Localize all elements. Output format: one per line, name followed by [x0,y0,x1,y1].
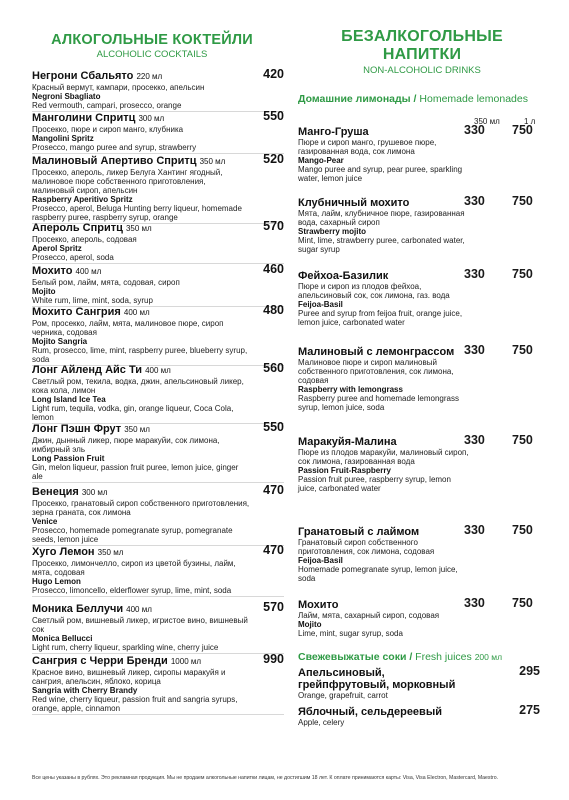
cocktail-description-en: Light rum, cherry liqueur, sparkling wine, cherry juice [32,643,219,652]
cocktail-name: Мохито [32,265,73,277]
cocktail-description-ru: Светлый ром, вишневый ликер, игристое вино, вишневый сок [32,616,248,634]
cocktail-price: 550 [263,420,284,434]
lemonade-description-ru: Пюре из плодов маракуйи, малиновый сироп, сок лимона, газированная вода [298,448,469,466]
lemonade-price-1l: 750 [512,596,533,610]
cocktail-item [32,219,284,262]
cocktail-description-ru: Просекко, апероль, ликер Белуга Хантинг ягодный, малиновое пюре собственного приготовления, малиновый сироп, апельсин [32,168,223,195]
cocktail-name-line [32,67,284,83]
cocktail-name-en: Raspberry Aperitivo Spritz [32,195,133,204]
lemonade-description-en: Lime, mint, sugar syrup, soda [298,629,403,638]
lemonade-description-ru: Лайм, мята, сахарный сироп, содовая [298,611,440,620]
cocktail-item [32,109,284,152]
juice-price: 275 [519,703,540,717]
cocktail-name: Мохито Сангрия [32,306,121,318]
lemonade-item [298,267,548,327]
cocktail-price: 460 [263,262,284,276]
lemonade-name-en: Mojito [298,620,322,629]
cocktail-item [32,543,284,595]
cocktail-name-line [32,262,284,278]
lemonades-heading-en: Homemade lemonades [419,93,528,105]
cocktail-volume: 350 мл [97,548,124,557]
cocktail-price: 420 [263,67,284,81]
cocktail-volume: 400 мл [126,605,152,614]
cocktail-description-en: Prosecco, homemade pomegranate syrup, pomegranate seeds, lemon juice [32,526,233,544]
lemonade-name-en: Strawberry mojito [298,227,367,236]
juice-name: Яблочный, сельдереевый [298,706,442,718]
cocktail-name-line [32,109,284,125]
cocktail-description-en: Prosecco, aperol, soda [32,253,114,262]
divider [32,263,284,264]
cocktail-name-line [32,652,284,668]
cocktail-volume: 400 мл [145,366,171,375]
cocktail-volume: 350 мл [199,157,226,166]
cocktail-name-line [32,483,284,499]
cocktail-price: 520 [263,152,284,166]
juices-heading-volume: 200 мл [474,652,503,662]
cocktail-description-en: Gin, melon liqueur, passion fruit puree, lemon juice, ginger ale [32,463,239,481]
lemonade-price-350ml: 330 [464,433,485,447]
cocktail-item [32,483,284,544]
cocktail-name-en: Monica Bellucci [32,634,93,643]
lemonade-price-1l: 750 [512,523,533,537]
lemonade-description-ru: Мята, лайм, клубничное пюре, газированная вода, сахарный сироп [298,209,465,227]
lemonade-name: Гранатовый с лаймом [298,526,420,538]
cocktail-item [32,262,284,305]
cocktail-volume: 350 мл [125,224,152,233]
juices-heading-en: Fresh juices [415,651,472,663]
cocktail-description-ru: Светлый ром, текила, водка, джин, апельсиновый ликер, кока кола, лимон [32,377,244,395]
lemonade-item [298,123,548,183]
cocktail-name: Негрони Сбальято [32,70,134,82]
nonalcoholic-title-line1: БЕЗАЛКОГОЛЬНЫЕ [341,28,503,45]
cocktail-name: Апероль Спритц [32,222,123,234]
lemonade-description-en: Mint, lime, strawberry puree, carbonated water, sugar syrup [298,236,465,254]
cocktail-price: 480 [263,303,284,317]
cocktail-name: Венеция [32,486,79,498]
cocktail-name: Сангрия с Черри Бренди [32,655,168,667]
cocktail-price: 560 [263,361,284,375]
lemonade-description-en: Passion fruit puree, raspberry syrup, lemon juice, carbonated water [298,475,451,493]
juice-description-en: Apple, celery [298,718,345,727]
cocktail-name-en: Hugo Lemon [32,577,81,586]
lemonade-item [298,523,548,583]
cocktail-name-en: Aperol Spritz [32,244,82,253]
lemonade-price-1l: 750 [512,343,533,357]
cocktail-volume: 300 мл [138,114,165,123]
lemonade-name: Клубничный мохито [298,197,410,209]
cocktail-item [32,420,284,481]
lemonade-name: Маракуйя-Малина [298,436,397,448]
cocktail-item [32,652,284,713]
cocktail-volume: 300 мл [81,488,108,497]
cocktail-price: 470 [263,483,284,497]
alcoholic-title: АЛКОГОЛЬНЫЕ КОКТЕЙЛИ [51,32,253,48]
cocktail-description-ru: Просекко, пюре и сироп манго, клубника [32,125,184,134]
cocktail-price: 990 [263,652,284,666]
nonalcoholic-header [298,28,546,76]
cocktail-description-ru: Ром, просекко, лайм, мята, малиновое пюре, сироп черника, содовая [32,319,224,337]
cocktail-name-line [32,303,284,319]
cocktail-description-en: White rum, lime, mint, soda, syrup [32,296,153,305]
cocktail-name-en: Long Island Ice Tea [32,395,106,404]
juices-heading-ru: Свежевыжатые соки / [298,651,416,663]
cocktail-name-line [32,361,284,377]
cocktail-description-en: Prosecco, mango puree and syrup, strawberry [32,143,197,152]
cocktail-name-en: Mojito [32,287,56,296]
cocktail-description-ru: Просекко, апероль, содовая [32,235,137,244]
cocktail-name: Лонг Айленд Айс Ти [32,364,143,376]
cocktail-description-en: Prosecco, limoncello, elderflower syrup, lime, mint, soda [32,586,232,595]
divider [32,596,284,597]
juice-item [298,664,548,700]
nonalcoholic-subtitle: NON-ALCOHOLIC DRINKS [363,65,481,76]
lemonade-price-350ml: 330 [464,267,485,281]
juice-item [298,703,548,727]
nonalcoholic-title-line2: НАПИТКИ [382,46,462,63]
lemonade-name: Фейхоа-Базилик [298,270,389,282]
footer-note: Все цены указаны в рублях. Это рекламная продукция. Мы не продаем алкогольные напитки лицам, не достигшим 18 лет. К оплате принимаются карты: Visa, Visa Electron, Mastercard, Maestro. [32,775,499,781]
cocktail-name: Лонг Пэшн Фрут [32,423,122,435]
lemonade-description-ru: Пюре и сироп из плодов фейхоа, апельсиновый сок, сок лимона, газ. вода [298,282,450,300]
cocktail-volume: 220 мл [136,72,163,81]
cocktail-description-ru: Красное вино, вишневый ликер, сиропы маракуйя и сангрия, апельсин, яблоко, корица [32,668,226,686]
divider [32,153,284,154]
juice-description-en: Orange, grapefruit, carrot [298,691,388,700]
lemonade-name-en: Mango-Pear [298,156,344,165]
juice-price: 295 [519,664,540,678]
lemonade-item [298,194,548,254]
cocktail-name-line [32,600,284,616]
lemonade-description-ru: Малиновое пюре и сироп малиновый собственного приготовления, сок лимона, содовая [298,358,454,385]
lemonade-name-en: Feijoa-Basil [298,300,343,309]
alcoholic-header [32,32,272,60]
lemonade-description-en: Mango puree and syrup, pear puree, sparkling water, lemon juice [298,165,463,183]
cocktail-description-ru: Красный вермут, кампари, просекко, апельсин [32,83,205,92]
lemonade-name: Мохито [298,599,339,611]
lemonade-name: Малиновый с лемонграссом [298,346,455,358]
cocktail-description-ru: Белый ром, лайм, мята, содовая, сироп [32,278,180,287]
cocktail-name: Малиновый Апертиво Спритц [32,155,197,167]
lemonade-item [298,433,548,493]
cocktail-name-en: Venice [32,517,58,526]
cocktail-description-ru: Просекко, гранатовый сироп собственного приготовления, зерна граната, сок лимона [32,499,250,517]
cocktail-name-en: Long Passion Fruit [32,454,105,463]
cocktail-description-ru: Джин, дынный ликер, пюре маракуйи, сок лимона, имбирный эль [32,436,220,454]
cocktail-name-en: Sangria with Cherry Brandy [32,686,138,695]
cocktail-price: 470 [263,543,284,557]
cocktail-description-en: Light rum, tequila, vodka, gin, orange liqueur, Coca Cola, lemon [32,404,234,422]
divider [32,653,284,654]
lemonade-name: Манго-Груша [298,126,369,138]
cocktail-description-en: Red vermouth, campari, prosecco, orange [32,101,182,110]
divider [32,482,284,483]
cocktail-name-en: Mojito Sangria [32,337,88,346]
lemonade-description-en: Homemade pomegranate syrup, lemon juice, soda [298,565,458,583]
cocktail-name: Хуго Лемон [32,546,95,558]
cocktail-description-en: Prosecco, aperol, Beluga Hunting berry liqueur, homemade raspberry puree, raspberry syrup, orange [32,204,242,222]
cocktail-item [32,600,284,652]
cocktail-item [32,303,284,364]
lemonades-heading [298,93,528,105]
cocktail-volume: 400 мл [75,267,102,276]
lemonade-name-en: Passion Fruit-Raspberry [298,466,391,475]
lemonade-price-350ml: 330 [464,343,485,357]
size-header-350: 350 мл [474,117,500,126]
juice-name: Апельсиновый, грейпфрутовый, морковный [298,667,456,691]
cocktail-name-en: Negroni Sbagliato [32,92,101,101]
juices-heading [298,651,502,663]
cocktail-item [32,67,284,110]
lemonade-price-350ml: 330 [464,194,485,208]
lemonade-price-1l: 750 [512,267,533,281]
cocktail-name: Манголини Спритц [32,112,136,124]
lemonade-price-350ml: 330 [464,523,485,537]
lemonade-description-ru: Гранатовый сироп собственного приготовления, сок лимона, содовая [298,538,435,556]
lemonade-description-ru: Пюре и сироп манго, грушевое пюре, газированная вода, сок лимона [298,138,437,156]
lemonade-price-1l: 750 [512,194,533,208]
cocktail-volume: 400 мл [123,308,150,317]
cocktail-item [32,152,284,222]
lemonade-item [298,596,548,638]
cocktail-volume: 350 мл [124,425,150,434]
cocktail-description-en: Rum, prosecco, lime, mint, raspberry puree, blueberry syrup, soda [32,346,248,364]
lemonade-description-en: Raspberry puree and homemade lemongrass syrup, lemon juice, soda [298,394,459,412]
cocktail-name-line [32,420,284,436]
cocktail-name-line [32,543,284,559]
lemonade-price-350ml: 330 [464,596,485,610]
lemonade-description-en: Puree and syrup from feijoa fruit, orange juice, lemon juice, carbonated water [298,309,463,327]
cocktail-name-en: Mangolini Spritz [32,134,94,143]
lemonade-price-350ml: 330 [464,123,485,137]
cocktail-name-line [32,219,284,235]
cocktail-name: Моника Беллучи [32,603,124,615]
cocktail-price: 550 [263,109,284,123]
lemonade-item [298,343,548,412]
size-header-1l: 1 л [524,117,536,126]
cocktail-item [32,361,284,422]
cocktail-price: 570 [263,219,284,233]
lemonade-name-en: Raspberry with lemongrass [298,385,403,394]
alcoholic-subtitle: ALCOHOLIC COCKTAILS [96,49,208,60]
lemonade-price-1l: 750 [512,123,533,137]
lemonade-price-1l: 750 [512,433,533,447]
cocktail-description-en: Red wine, cherry liqueur, passion fruit and sangria syrups, orange, apple, cinnamon [32,695,238,713]
lemonades-heading-ru: Домашние лимонады / [298,93,420,105]
cocktail-name-line [32,152,284,168]
cocktail-volume: 1000 мл [170,657,202,666]
cocktail-price: 570 [263,600,284,614]
cocktail-description-ru: Просекко, лимончелло, сироп из цветой бузины, лайм, мята, содовая [32,559,236,577]
divider [32,714,284,715]
lemonade-name-en: Feijoa-Basil [298,556,343,565]
